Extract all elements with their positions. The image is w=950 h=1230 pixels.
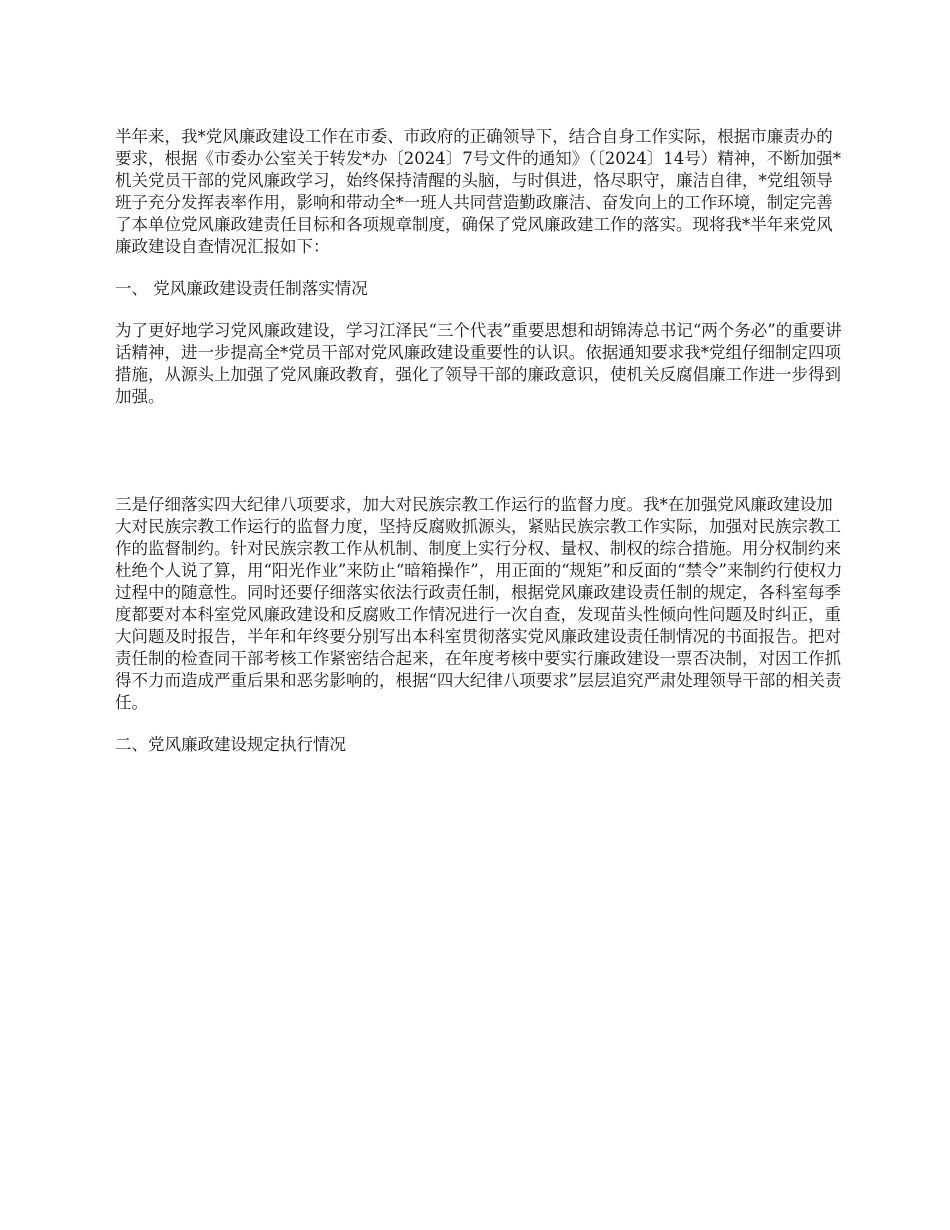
document-page — [115, 126, 845, 756]
measure-three-paragraph: 三是仔细落实四大纪律八项要求，加大对民族宗教工作运行的监督力度。我*在加强党风廉政建设加大对民族宗教工作运行的监督力度，坚持反腐败抓源头，紧贴民族宗教工作实际，加强对民族宗教工作的监督制约。针对民族宗教工作从机制、制度上实行分权、量权、制权的综合措施。用分权制约来杜绝个人说了算，用“阳光作业”来防止“暗箱操作”，用正面的“规矩”和反面的“禁令”来制约行使权力过程中的随意性。同时还要仔细落实依法行政责任制，根据党风廉政建设责任制的规定，各科室每季度都要对本科室党风廉政建设和反腐败工作情况进行一次自查，发现苗头性倾向性问题及时纠正，重大问题及时报告，半年和年终要分别写出本科室贯彻落实党风廉政建设责任制情况的书面报告。把对责任制的检查同干部考核工作紧密结合起来，在年度考核中要实行廉政建设一票否决制，对因工作抓得不力而造成严重后果和恶劣影响的，根据“四大纪律八项要求”层层追究严肃处理领导干部的相关责任。 — [115, 495, 843, 712]
section-heading-1: 一、 党风廉政建设责任制落实情况 — [115, 279, 368, 298]
intro-paragraph: 半年来，我*党风廉政建设工作在市委、市政府的正确领导下，结合自身工作实际，根据市廉责办的要求，根据《市委办公室关于转发*办〔2024〕7号文件的通知》（〔2024〕14号）精神，不断加强*机关党员干部的党风廉政学习，始终保持清醒的头脑，与时俱进，恪尽职守，廉洁自律，*党组领导班子充分发挥表率作用，影响和带动全*一班人共同营造勤政廉洁、奋发向上的工作环境，制定完善了本单位党风廉政建责任目标和各项规章制度，确保了党风廉政建工作的落实。现将我*半年来党风廉政建设自查情况汇报如下： — [115, 127, 841, 256]
section-heading-2: 二、党风廉政建设规定执行情况 — [115, 735, 346, 754]
section-1-paragraph: 为了更好地学习党风廉政建设，学习江泽民“三个代表”重要思想和胡锦涛总书记“两个务必”的重要讲话精神，进一步提高全*党员干部对党风廉政建设重要性的认识。依据通知要求我*党组仔细制定四项措施，从源头上加强了党风廉政教育，强化了领导干部的廉政意识，使机关反腐倡廉工作进一步得到加强。 — [115, 321, 842, 406]
